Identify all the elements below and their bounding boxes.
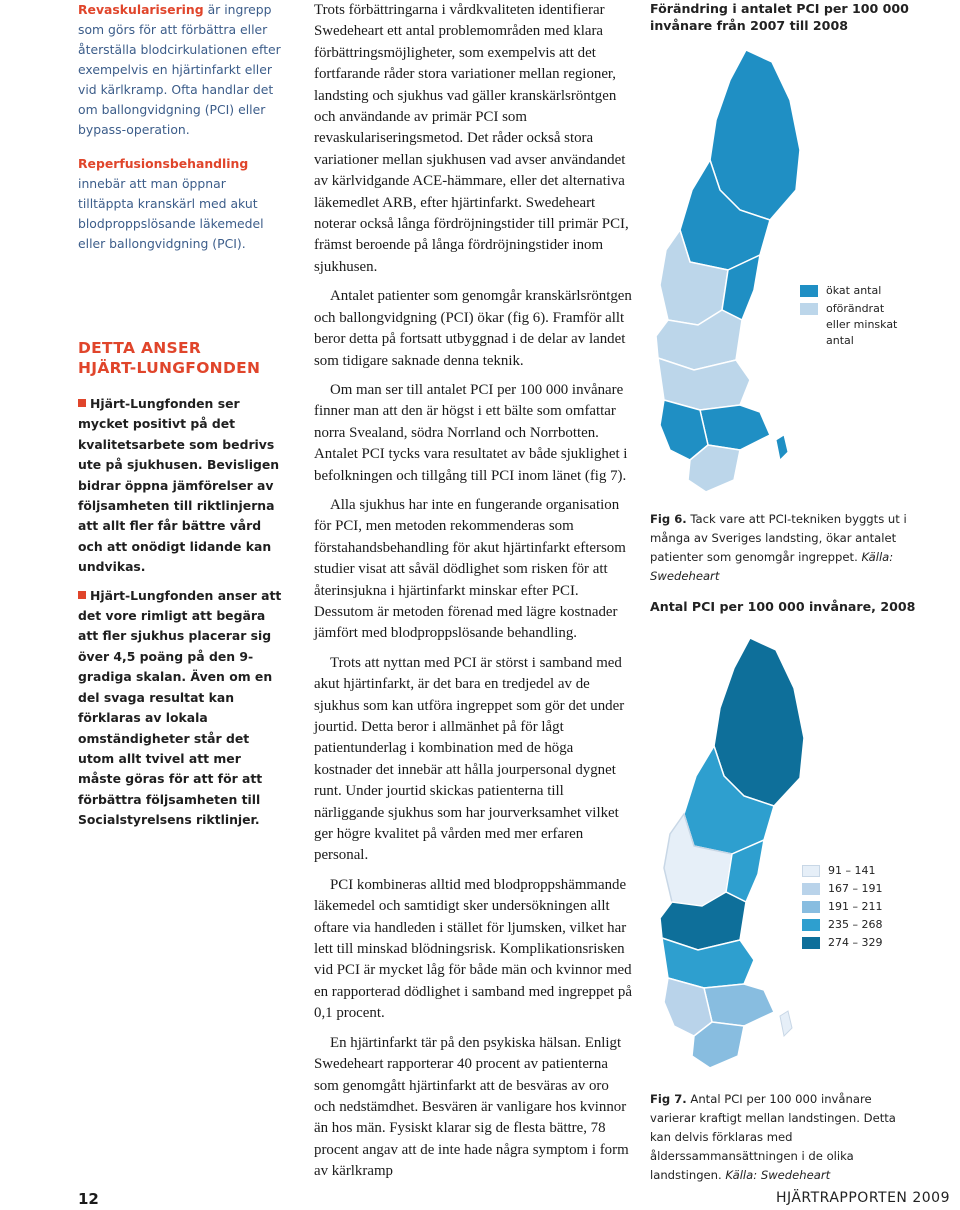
opinion-point-2 <box>78 586 284 831</box>
glossary-term: Revaskularisering <box>78 2 204 17</box>
fig6-legend-increased <box>800 284 881 297</box>
glossary-definition: innebär att man öppnar tilltäppta kranskärl med akut blodproppslösande läkemedel eller ballongvidgning (PCI). <box>78 176 264 251</box>
legend-label: 167 – 191 <box>828 882 883 895</box>
legend-label: oförändrat <box>826 302 885 315</box>
opinion-point-1 <box>78 394 284 578</box>
article-paragraph: Alla sjukhus har inte en fungerande organisation för PCI, men metoden rekommenderas som förstahandsbehandling för akut hjärtinfarkt eftersom studier visat att såväl dödlighet som risken för att återinsjukna i hjärtinfarkt minskar efter PCI. Dessutom är metoden förenad med lägre kostnader jämfört med blodproppslösande behandling. <box>314 496 626 642</box>
fig6-caption-text: Tack vare att PCI-tekniken byggts ut i många av Sveriges landsting, ökar antalet patienter som genomgår ingreppet. <box>650 512 907 564</box>
fig7-caption-text: Antal PCI per 100 000 invånare varierar kraftigt mellan landstingen. Detta kan delvis förklaras med ålderssammansättningen i de olika landstingen. <box>650 1092 896 1182</box>
legend-label: 191 – 211 <box>828 900 883 913</box>
fig6-legend-unchanged-cont <box>826 318 897 331</box>
fig7-legend-4 <box>802 918 882 931</box>
fig7-legend-5 <box>802 936 882 949</box>
legend-swatch <box>802 883 820 895</box>
legend-swatch <box>800 285 818 297</box>
article-paragraph: PCI kombineras alltid med blodproppshämmande läkemedel och samtidigt sker undersökningen allt oftare via handleden i stället för ljumsken, vilket har lett till minskad blödningsrisk. Komplikationsrisken vid PCI är mycket låg för både män och kvinnor med en rapporterad dödlighet i samband med ingreppet på 0,1 procent. <box>314 876 632 1022</box>
article-paragraph: Om man ser till antalet PCI per 100 000 invånare finner man att den är högst i ett bälte som omfattar norra Svealand, södra Norrland och Norrbotten. Antalet PCI tycks vara resultatet av både sjuklighet i befolkningen och tillgång till PCI inom länet (fig 7). <box>314 381 628 484</box>
fig6-legend-unchanged <box>800 302 884 315</box>
publication-title: HJÄRTRAPPORTEN 2009 <box>775 1190 950 1206</box>
legend-swatch <box>802 865 820 877</box>
opinion-point-text: Hjärt-Lungfonden ser mycket positivt på det kvalitetsarbete som bedrivs ute på sjukhusen. Bevisligen bidrar öppna jämförelser av följsamheten till riktlinjerna att allt fler får bättre vård och att onödigt lidande kan undvikas. <box>78 396 280 575</box>
glossary-reperfusion <box>78 154 284 254</box>
legend-swatch <box>802 919 820 931</box>
legend-label: 91 – 141 <box>828 864 876 877</box>
fig7-caption <box>650 1090 910 1185</box>
fig6-county-ostergotland <box>700 405 770 450</box>
glossary-term: Reperfusionsbehandling <box>78 156 249 171</box>
fig6-source: Källa: Swedeheart <box>650 550 894 583</box>
legend-swatch <box>802 901 820 913</box>
legend-label: 235 – 268 <box>828 918 883 931</box>
fig7-county-gotland <box>780 1011 792 1036</box>
fig7-legend-3 <box>802 900 882 913</box>
fig6-county-gotland <box>776 435 788 460</box>
legend-label: 274 – 329 <box>828 936 883 949</box>
fig6-label: Fig 6. <box>650 512 687 526</box>
article-paragraph: En hjärtinfarkt tär på den psykiska hälsan. Enligt Swedeheart rapporterar 40 procent av patienterna som genomgått hjärtinfarkt att de besväras av oro och nedstämdhet. Besvären är vanligare hos kvinnor än hos män. Fysiskt klarar sig de flesta bättre, 78 procent angav att de inte hade några symptom i form av kärlkramp <box>314 1034 629 1180</box>
legend-label: eller minskat <box>826 318 898 331</box>
left-column <box>78 0 284 839</box>
fig7-legend-2 <box>802 882 882 895</box>
fig7-source: Källa: Swedeheart <box>721 1168 831 1182</box>
legend-label: ökat antal <box>826 284 882 297</box>
glossary-revaskularisering <box>78 0 284 140</box>
fig6-legend-unchanged-cont2 <box>826 334 854 347</box>
opinion-heading-line2: HJÄRT-LUNGFONDEN <box>78 359 261 377</box>
bullet-square-icon <box>78 399 86 407</box>
glossary-definition: är ingrepp som görs för att förbättra eller återställa blodcirkulationen efter exempelvis en hjärtinfarkt eller vid kärlkramp. Ofta handlar det om ballongvidgning (PCI) eller bypass-operation. <box>78 2 281 137</box>
fig7-county-ostergotland <box>704 984 774 1026</box>
fig6-sweden-map <box>650 40 810 500</box>
article-paragraph: Trots att nyttan med PCI är störst i samband med akut hjärtinfarkt, är det bara en tredjedel av de sjukhus som kan utföra ingreppet som gör det under jourtid. Detta beror i allmänhet på för lågt patientunderlag i kombination med de höga kostnader det innebär att hålla jourpersonal dygnet runt. Under jourtid skickas patienterna till närliggande sjukhus som har jourverksamhet vilket ger högre kvalitet på vården med mer erfaren personal. <box>314 654 625 864</box>
fig7-title: Antal PCI per 100 000 invånare, 2008 <box>650 599 916 614</box>
opinion-heading <box>78 338 284 378</box>
fig6-title: Förändring i antalet PCI per 100 000 invånare från 2007 till 2008 <box>650 1 909 33</box>
page-number: 12 <box>78 1190 99 1208</box>
main-article <box>314 0 632 1191</box>
legend-swatch <box>802 937 820 949</box>
bullet-square-icon <box>78 591 86 599</box>
fig7-sweden-map <box>654 630 814 1076</box>
fig7-legend-1 <box>802 864 876 877</box>
fig7-label: Fig 7. <box>650 1092 687 1106</box>
legend-swatch <box>800 303 818 315</box>
opinion-heading-line1: DETTA ANSER <box>78 339 202 357</box>
opinion-point-text: Hjärt-Lungfonden anser att det vore rimligt att begära att fler sjukhus placerar sig över 4,5 poäng på den 9-gradiga skalan. Även om en del svaga resultat kan förklaras av lokala omständigheter står det utom allt tvivel att mer måste göras för att för att förbättra följsamheten till Socialstyrelsens riktlinjer. <box>78 587 282 828</box>
article-paragraph: Trots förbättringarna i vårdkvaliteten identifierar Swedeheart ett antal problemområden med klara förbättringsmöjligheter, som exempelvis att det fortfarande råder stora variationer mellan regioner, landsting och sjukhus vad gäller kranskärlsröntgen och användande av primär PCI som revaskulariseringsmetod. Det råder också stora variationer mellan sjukhusen vad avser användandet av kärlvidgande ACE-hämmare, eller det alternativa läkemedlet ARB, efter hjärtinfarkt. Swedeheart noterar också långa fördröjningstider till primär PCI, främst beroende på långa fördröjningstider inom sjukhusen. <box>314 2 629 275</box>
legend-label: antal <box>826 334 854 347</box>
article-paragraph: Antalet patienter som genomgår kranskärlsröntgen och ballongvidgning (PCI) ökar (fig 6). Framför allt beror detta på fortsatt utbyggnad i de delar av landet som tidigare saknade denna teknik. <box>314 288 632 369</box>
fig6-caption <box>650 510 944 586</box>
